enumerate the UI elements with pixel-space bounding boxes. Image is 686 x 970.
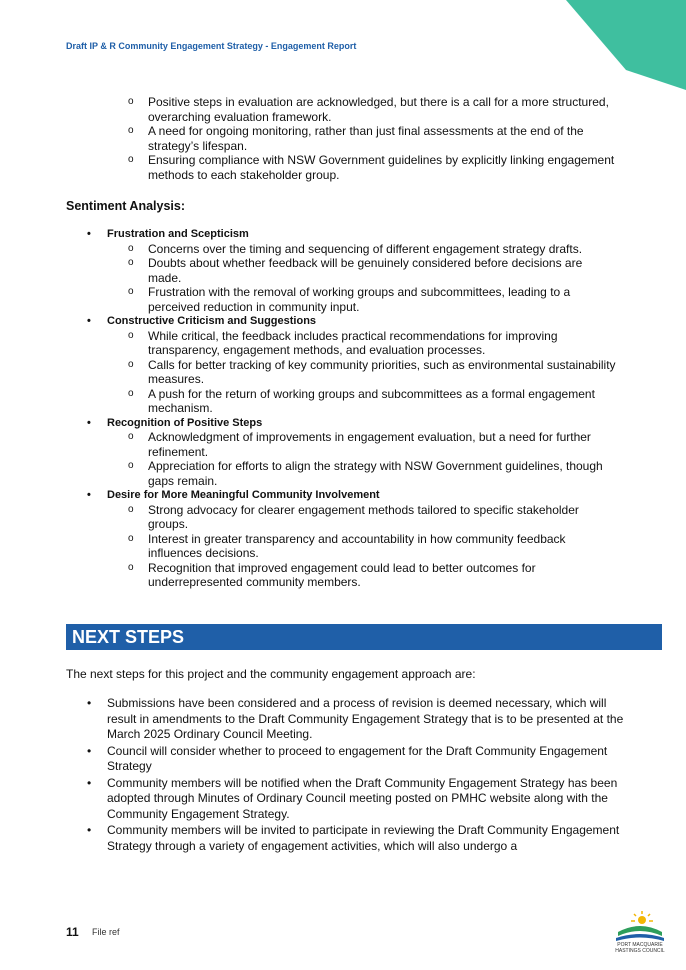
list-item: • Council will consider whether to proceed to engagement for the Draft Community Engagement Strategy bbox=[87, 743, 608, 773]
sentiment-heading: • Desire for More Meaningful Community Involvement bbox=[87, 489, 380, 501]
bullet-marker: • bbox=[87, 823, 92, 837]
next-steps-heading: NEXT STEPS bbox=[72, 627, 185, 647]
list-item: o Positive steps in evaluation are acknowledged, but there is a call for a more structured, overarching evaluation framework. bbox=[128, 95, 609, 124]
sentiment-list bbox=[0, 227, 686, 590]
list-item: o Frustration with the removal of working groups and subcommittees, leading to a perceived reduction in community input. bbox=[128, 285, 571, 314]
list-item: o Recognition that improved engagement could lead to better outcomes for underrepresented community members. bbox=[128, 560, 536, 589]
next-steps-list bbox=[0, 696, 686, 855]
next-steps-banner bbox=[66, 624, 662, 650]
sub-bullet-marker: o bbox=[128, 257, 134, 268]
top-sub-list bbox=[0, 95, 686, 182]
file-ref: File ref bbox=[92, 927, 120, 937]
bullet-marker: • bbox=[87, 489, 91, 501]
page-header: Draft IP & R Community Engagement Strategy - Engagement Report bbox=[66, 41, 357, 51]
sentiment-heading: • Frustration and Scepticism bbox=[87, 228, 249, 240]
list-item: o A push for the return of working groups and subcommittees as a formal engagement mechanism. bbox=[128, 386, 595, 415]
list-item: o Appreciation for efforts to align the strategy with NSW Government guidelines, though gaps remain. bbox=[128, 459, 603, 488]
list-item: o While critical, the feedback includes practical recommendations for improving transparency, engagement methods, and evaluation processes. bbox=[128, 328, 558, 357]
list-item: o Interest in greater transparency and accountability in how community feedback influences decisions. bbox=[128, 531, 566, 560]
corner-decoration bbox=[566, 0, 686, 90]
sub-bullet-marker: o bbox=[128, 329, 134, 341]
sub-bullet-marker: o bbox=[128, 431, 134, 442]
bullet-marker: • bbox=[87, 228, 91, 240]
sub-bullet-marker: o bbox=[128, 460, 134, 471]
sub-bullet-marker: o bbox=[128, 154, 134, 165]
sub-bullet-marker: o bbox=[128, 125, 134, 136]
sub-bullet-marker: o bbox=[128, 503, 134, 515]
next-steps-intro: The next steps for this project and the community engagement approach are: bbox=[66, 667, 476, 681]
bullet-marker: • bbox=[87, 696, 92, 710]
sub-bullet-marker: o bbox=[128, 561, 134, 573]
sub-bullet-marker: o bbox=[128, 96, 134, 107]
list-item: o Acknowledgment of improvements in engagement evaluation, but a need for further refinement. bbox=[128, 430, 591, 459]
list-item: o A need for ongoing monitoring, rather than just final assessments at the end of the strategy’s lifespan. bbox=[128, 124, 584, 153]
bullet-marker: • bbox=[87, 775, 92, 790]
list-item: • Community members will be notified when the Draft Community Engagement Strategy has been adopted through Minutes of Ordinary Council meeting posted on PMHC website along with the Community Engagement Strategy. bbox=[87, 775, 618, 821]
list-item: • Community members will be invited to participate in reviewing the Draft Community Engagement Strategy through a variety of engagement activities, which will also undergo a bbox=[87, 823, 620, 853]
sub-bullet-marker: o bbox=[128, 532, 134, 544]
logo-text: PORT MACQUARIE HASTINGS COUNCIL bbox=[615, 942, 665, 954]
bullet-marker: • bbox=[87, 743, 92, 758]
list-item: o Calls for better tracking of key community priorities, such as environmental sustainability measures. bbox=[128, 357, 616, 386]
sub-bullet-marker: o bbox=[128, 358, 134, 370]
list-item: o Strong advocacy for clearer engagement methods tailored to specific stakeholder groups. bbox=[128, 502, 579, 531]
bullet-marker: • bbox=[87, 315, 91, 327]
list-item: o Concerns over the timing and sequencing of different engagement strategy drafts. bbox=[128, 241, 583, 256]
sentiment-analysis-title: Sentiment Analysis: bbox=[66, 199, 186, 213]
bullet-marker: • bbox=[87, 416, 91, 429]
list-item: o Ensuring compliance with NSW Government guidelines by explicitly linking engagement methods to each stakeholder group. bbox=[128, 153, 615, 182]
list-item: • Submissions have been considered and a process of revision is deemed necessary, which will result in amendments to the Draft Community Engagement Strategy that is to be presented at the March 2025 Ordinary Council Meeting. bbox=[87, 696, 624, 741]
list-item: o Doubts about whether feedback will be genuinely considered before decisions are made. bbox=[128, 256, 583, 285]
sub-bullet-marker: o bbox=[128, 387, 134, 399]
sentiment-heading: • Constructive Criticism and Suggestions bbox=[87, 315, 317, 327]
sentiment-heading: • Recognition of Positive Steps bbox=[87, 416, 263, 429]
sub-bullet-marker: o bbox=[128, 242, 134, 254]
page-number: 11 bbox=[66, 925, 79, 939]
sub-bullet-marker: o bbox=[128, 286, 134, 297]
